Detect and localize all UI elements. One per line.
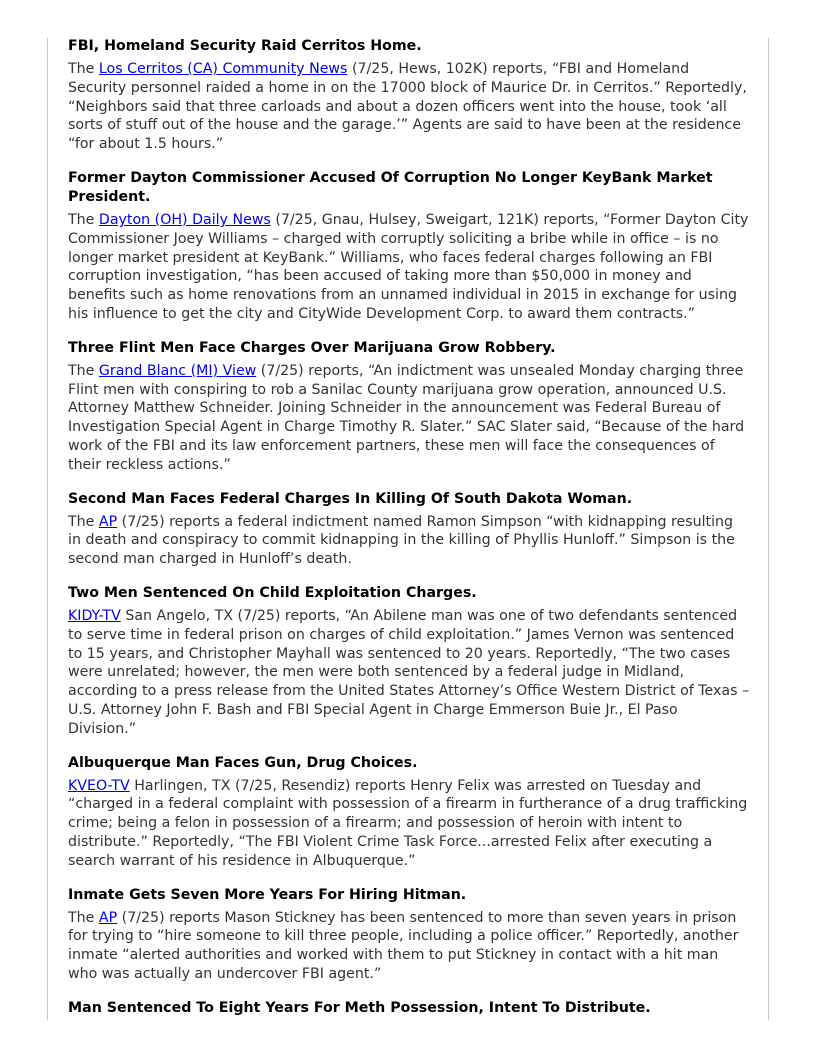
article-headline: Inmate Gets Seven More Years For Hiring Hitman. xyxy=(68,886,467,903)
article-source-link[interactable]: Grand Blanc (MI) View xyxy=(98,362,257,379)
article-body xyxy=(68,777,750,871)
article xyxy=(68,754,750,871)
article-source-link[interactable]: AP xyxy=(98,513,118,530)
news-column xyxy=(68,37,750,1033)
article-lead-in: The xyxy=(68,513,99,530)
article-headline: FBI, Homeland Security Raid Cerritos Home. xyxy=(68,38,422,54)
article-text: (7/25, Gnau, Hulsey, Sweigart, 121K) reports, “Former Dayton City Commissioner Joey Williams – charged with corruptly soliciting a bribe while in office – is no longer market president at KeyBank.” Williams, who faces federal charges following an FBI corruption investigation, “has been accused of taking more than $50,000 in money and benefits such as home renovations from an unnamed individual in 2015 in exchange for using his influence to get the city and CityWide Development Corp. to award them contracts.” xyxy=(68,211,749,322)
article xyxy=(68,37,750,154)
article-source-link[interactable]: Dayton (OH) Daily News xyxy=(98,211,271,228)
article-lead-in: The xyxy=(68,909,99,926)
article-source-link[interactable]: Los Cerritos (CA) Community News xyxy=(98,61,348,77)
article-text: (7/25) reports a federal indictment named Ramon Simpson “with kidnapping resulting in death and conspiracy to commit kidnapping in the killing of Phyllis Hunloff.” Simpson is the second man charged in Hunloff’s death. xyxy=(68,513,735,568)
article-lead-in: The xyxy=(68,211,99,228)
article xyxy=(68,339,750,475)
article-source-link[interactable]: KVEO-TV xyxy=(68,777,130,794)
article-source-link[interactable]: KIDY-TV xyxy=(68,607,121,624)
article-headline: Second Man Faces Federal Charges In Killing Of South Dakota Woman. xyxy=(68,490,633,507)
article-text: Harlingen, TX (7/25, Resendiz) reports Henry Felix was arrested on Tuesday and “charged in a federal complaint with possession of a firearm in furtherance of a drug trafficking crime; being a felon in possession of a firearm; and possession of heroin with intent to distribute.” Reportedly, “The FBI Violent Crime Task Force...arrested Felix after executing a search warrant of his residence in Albuquerque.” xyxy=(68,777,748,869)
article-body xyxy=(68,211,750,324)
article-body xyxy=(68,513,750,569)
article-source-link[interactable]: AP xyxy=(98,909,118,926)
article-body xyxy=(68,909,750,984)
article xyxy=(68,490,750,569)
article-headline: Three Flint Men Face Charges Over Marijuana Grow Robbery. xyxy=(68,339,556,356)
article xyxy=(68,584,750,739)
article-text: (7/25) reports, “An indictment was unsealed Monday charging three Flint men with conspiring to rob a Sanilac County marijuana grow operation, announced U.S. Attorney Matthew Schneider. Joining Schneider in the announcement was Federal Bureau of Investigation Special Agent in Charge Timothy R. Slater.” SAC Slater said, “Because of the hard work of the FBI and its law enforcement partners, these men will face the consequences of their reckless actions.” xyxy=(68,362,745,473)
article-headline: Former Dayton Commissioner Accused Of Corruption No Longer KeyBank Market President. xyxy=(68,169,713,205)
article xyxy=(68,999,750,1018)
article-headline: Man Sentenced To Eight Years For Meth Possession, Intent To Distribute. xyxy=(68,999,651,1016)
article-headline: Albuquerque Man Faces Gun, Drug Choices. xyxy=(68,754,418,771)
article-headline: Two Men Sentenced On Child Exploitation Charges. xyxy=(68,584,477,601)
article-text: (7/25) reports Mason Stickney has been sentenced to more than seven years in prison for trying to “hire someone to kill three people, including a police officer.” Reportedly, another inmate “alerted authorities and worked with them to put Stickney in contact with a hit man who was actually an undercover FBI agent.” xyxy=(68,909,739,982)
article xyxy=(68,169,750,324)
article-lead-in: The xyxy=(68,362,99,379)
right-page-border xyxy=(768,38,769,1020)
article-body xyxy=(68,362,750,475)
article-body xyxy=(68,60,750,154)
article-body xyxy=(68,607,750,739)
article-text: (7/25, Hews, 102K) reports, “FBI and Homeland Security personnel raided a home in on the 17000 block of Maurice Dr. in Cerritos.” Reportedly, “Neighbors said that three carloads and about a dozen officers went into the house, took ‘all sorts of stuff out of the house and the garage.’” Agents are said to have been at the residence “for about 1.5 hours.” xyxy=(68,61,747,153)
left-page-border xyxy=(47,38,48,1020)
article-text: San Angelo, TX (7/25) reports, “An Abilene man was one of two defendants sentenced to serve time in federal prison on charges of child exploitation.” James Vernon was sentenced to 15 years, and Christopher Mayhall was sentenced to 20 years. Reportedly, “The two cases were unrelated; however, the men were both sentenced by a federal judge in Midland, according to a press release from the United States Attorney’s Office Western District of Texas – U.S. Attorney John F. Bash and FBI Special Agent in Charge Emmerson Buie Jr., El Paso Division.” xyxy=(68,607,750,737)
article-lead-in: The xyxy=(68,61,99,77)
article xyxy=(68,886,750,984)
